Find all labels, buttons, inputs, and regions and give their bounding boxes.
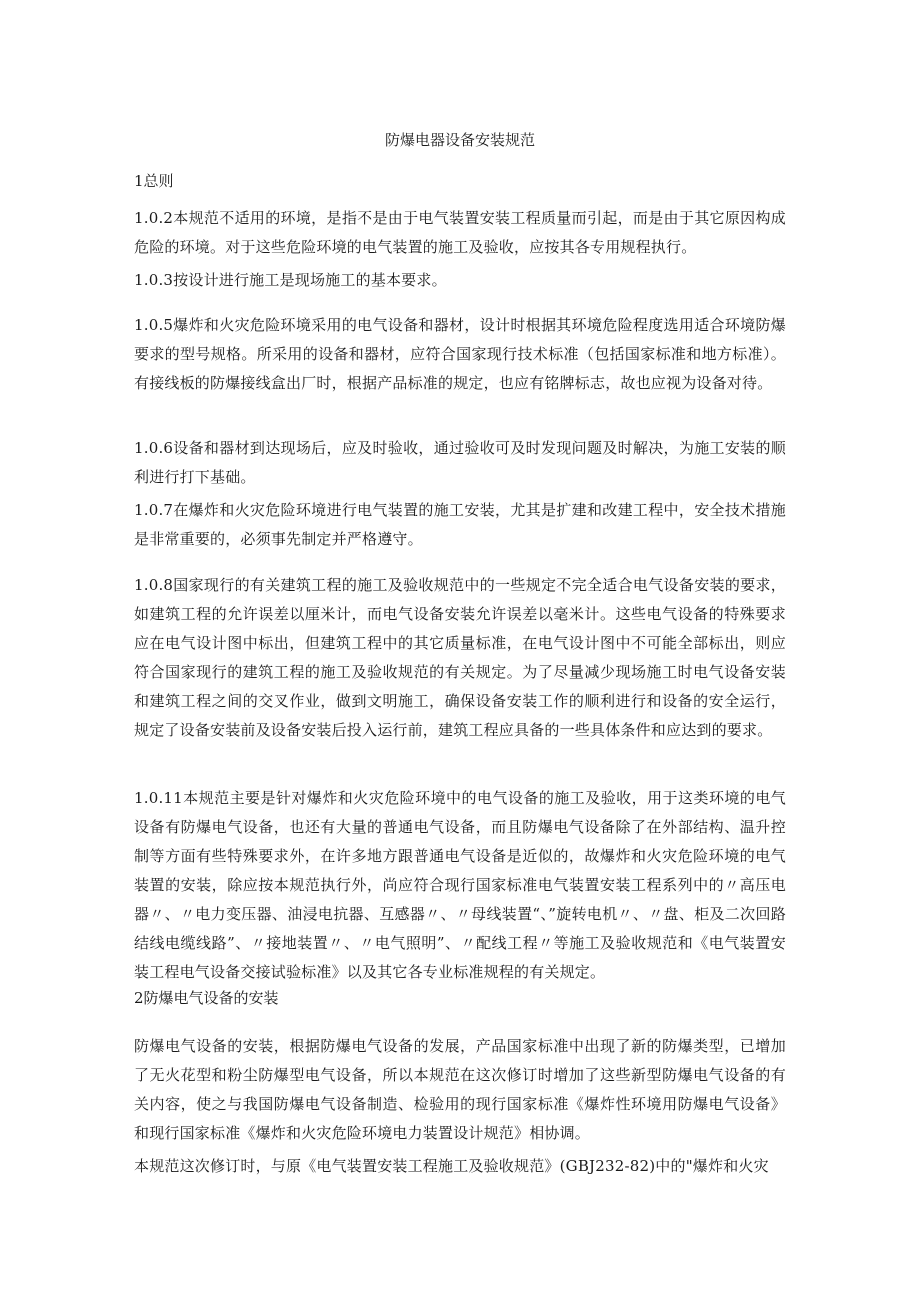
clause-1-0-11: 1.0.11本规范主要是针对爆炸和火灾危险环境中的电气设备的施工及验收，用于这类环境的电气设备有防爆电气设备，也还有大量的普通电气设备，而且防爆电气设备除了在外部结构、温升控制等方面有些特殊要求外，在许多地方跟普通电气设备是近似的，故爆炸和火灾危险环境的电气装置的安装，除应按本规范执行外，尚应符合现行国家标准电气装置安装工程系列中的〃高压电器〃、〃电力变压器、油浸电抗器、互感器〃、〃母线装置“、”旋转电机〃、〃盘、柜及二次回路结线电缆线路”、〃接地装置〃、〃电气照明”、〃配线工程〃等施工及验收规范和《电气装置安装工程电气设备交接试验标准》以及其它各专业标准规程的有关规定。 (134, 789, 786, 981)
clause-1-0-2: 1.0.2本规范不适用的环境，是指不是由于电气装置安装工程质量而引起，而是由于其它原因构成危险的环境。对于这些危险环境的电气装置的施工及验收，应按其各专用规程执行。 (134, 209, 786, 256)
section-1-heading: 1总则 (134, 172, 174, 190)
clause-1-0-6: 1.0.6设备和器材到达现场后，应及时验收，通过验收可及时发现问题及时解决，为施工安装的顺利进行打下基础。 (134, 439, 786, 486)
section-2-heading: 2防爆电气设备的安装 (134, 989, 279, 1007)
clause-1-0-5: 1.0.5爆炸和火灾危险环境采用的电气设备和器材，设计时根据其环境危险程度选用适合环境防爆要求的型号规格。所采用的设备和器材，应符合国家现行技术标准（包括国家标准和地方标准）。有接线板的防爆接线盒出厂时，根据产品标准的规定，也应有铭牌标志，故也应视为设备对待。 (134, 316, 786, 392)
section-2-revision-note: 本规范这次修订时，与原《电气装置安装工程施工及验收规范》(GBJ232-82)中的"爆炸和火灾 (134, 1157, 769, 1175)
clause-1-0-3: 1.0.3按设计进行施工是现场施工的基本要求。 (134, 271, 447, 289)
clause-1-0-8: 1.0.8国家现行的有关建筑工程的施工及验收规范中的一些规定不完全适合电气设备安装的要求，如建筑工程的允许误差以厘米计，而电气设备安装允许误差以毫米计。这些电气设备的特殊要求应在电气设计图中标出，但建筑工程中的其它质量标准，在电气设计图中不可能全部标出，则应符合国家现行的建筑工程的施工及验收规范的有关规定。为了尽量减少现场施工时电气设备安装和建筑工程之间的交叉作业，做到文明施工，确保设备安装工作的顺利进行和设备的安全运行，规定了设备安装前及设备安装后投入运行前，建筑工程应具备的一些具体条件和应达到的要求。 (134, 576, 786, 739)
clause-1-0-7: 1.0.7在爆炸和火灾危险环境进行电气装置的施工安装，尤其是扩建和改建工程中，安全技术措施是非常重要的，必须事先制定并严格遵守。 (134, 501, 786, 548)
document-title: 防爆电器设备安装规范 (384, 131, 535, 149)
section-2-intro: 防爆电气设备的安装，根据防爆电气设备的发展，产品国家标准中出现了新的防爆类型，已增加了无火花型和粉尘防爆型电气设备，所以本规范在这次修订时增加了这些新型防爆电气设备的有关内容，使之与我国防爆电气设备制造、检验用的现行国家标准《爆炸性环境用防爆电气设备》和现行国家标准《爆炸和火灾危险环境电力装置设计规范》相协调。 (134, 1037, 786, 1142)
